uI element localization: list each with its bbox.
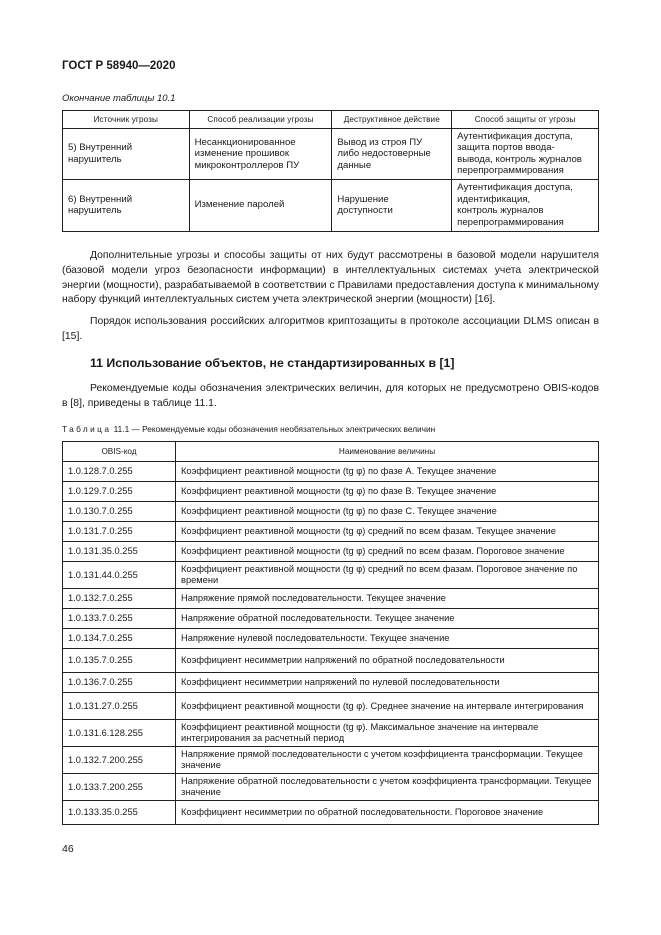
obis-code-cell: 1.0.131.27.0.255 bbox=[63, 693, 176, 720]
quantity-name-cell: Коэффициент реактивной мощности (tg φ) по фазе С. Текущее значение bbox=[176, 502, 599, 522]
obis-code-cell: 1.0.134.7.0.255 bbox=[63, 629, 176, 649]
cell-line: либо недостоверные bbox=[337, 148, 431, 160]
threat-source-cell bbox=[63, 129, 190, 180]
column-header: Деструктивное действие bbox=[332, 111, 452, 129]
cell-line: изменение прошивок bbox=[194, 148, 290, 160]
obis-code-cell: 1.0.132.7.200.255 bbox=[63, 747, 176, 774]
quantity-name-cell: Напряжение прямой последовательности. Текущее значение bbox=[176, 589, 599, 609]
cell-line: защита портов ввода- bbox=[457, 142, 555, 154]
cell-line: перепрограммирования bbox=[457, 216, 564, 228]
obis-code-cell: 1.0.131.44.0.255 bbox=[63, 562, 176, 589]
quantity-name-cell: Коэффициент несимметрии напряжений по нулевой последовательности bbox=[176, 673, 599, 693]
table-row bbox=[63, 801, 599, 825]
quantity-name-cell: Коэффициент реактивной мощности (tg φ) средний по всем фазам. Пороговое значение по времени bbox=[176, 562, 599, 589]
cell-line: микроконтроллеров ПУ bbox=[194, 159, 300, 171]
quantity-name-cell: Напряжение обратной последовательности. Текущее значение bbox=[176, 609, 599, 629]
threat-source-cell bbox=[63, 179, 190, 231]
table-caption-text: 11.1 — Рекомендуемые коды обозначения необязательных электрических величин bbox=[113, 424, 436, 434]
quantity-name-cell: Напряжение нулевой последовательности. Текущее значение bbox=[176, 629, 599, 649]
table-row bbox=[63, 720, 599, 747]
table-row bbox=[63, 542, 599, 562]
paragraph bbox=[62, 315, 599, 345]
table-row bbox=[63, 562, 599, 589]
cell-line: Нарушение bbox=[337, 193, 389, 205]
table-row bbox=[63, 649, 599, 673]
quantity-name-cell: Коэффициент реактивной мощности (tg φ). Среднее значение на интервале интегрирования bbox=[176, 693, 599, 720]
column-header: Способ реализации угрозы bbox=[189, 111, 332, 129]
protection-method-cell bbox=[452, 129, 599, 180]
cell-line: 5) Внутренний bbox=[68, 142, 133, 154]
table-row bbox=[63, 774, 599, 801]
cell-line: нарушитель bbox=[68, 153, 122, 165]
quantity-name-cell: Напряжение обратной последовательности с учетом коэффициента трансформации. Текущее значение bbox=[176, 774, 599, 801]
table-caption bbox=[62, 424, 435, 434]
table-row bbox=[63, 747, 599, 774]
table-row bbox=[63, 693, 599, 720]
quantity-name-cell: Коэффициент реактивной мощности (tg φ) средний по всем фазам. Пороговое значение bbox=[176, 542, 599, 562]
quantity-name-cell: Коэффициент реактивной мощности (tg φ) по фазе А. Текущее значение bbox=[176, 462, 599, 482]
obis-code-cell: 1.0.131.35.0.255 bbox=[63, 542, 176, 562]
table-caption-label: Таблица bbox=[62, 424, 112, 434]
obis-code-cell: 1.0.131.6.128.255 bbox=[63, 720, 176, 747]
quantity-name-cell: Коэффициент реактивной мощности (tg φ) средний по всем фазам. Текущее значение bbox=[176, 522, 599, 542]
obis-code-cell: 1.0.129.7.0.255 bbox=[63, 482, 176, 502]
cell-line: доступности bbox=[337, 205, 393, 217]
paragraph-text: Рекомендуемые коды обозначения электрических величин, для которых не предусмотрено OBIS-кодов в [8], приведены в таблице 11.1. bbox=[62, 383, 599, 409]
column-header: Источник угрозы bbox=[63, 111, 190, 129]
obis-code-cell: 1.0.133.7.200.255 bbox=[63, 774, 176, 801]
cell-line: вывода, контроль журналов bbox=[457, 153, 582, 165]
threat-method-cell bbox=[189, 179, 332, 231]
cell-line: перепрограммирования bbox=[457, 165, 564, 177]
cell-line: Изменение паролей bbox=[194, 199, 285, 211]
section-heading: 11 Использование объектов, не стандартизированных в [1] bbox=[90, 356, 455, 370]
obis-codes-table bbox=[62, 441, 599, 825]
threats-table bbox=[62, 110, 599, 232]
table-row bbox=[63, 629, 599, 649]
destructive-action-cell bbox=[332, 179, 452, 231]
paragraph bbox=[62, 382, 599, 412]
obis-code-cell: 1.0.133.35.0.255 bbox=[63, 801, 176, 825]
cell-line: контроль журналов bbox=[457, 205, 544, 217]
protection-method-cell bbox=[452, 179, 599, 231]
table-row bbox=[63, 609, 599, 629]
obis-code-cell: 1.0.128.7.0.255 bbox=[63, 462, 176, 482]
cell-line: Вывод из строя ПУ bbox=[337, 136, 423, 148]
cell-line: идентификация, bbox=[457, 193, 531, 205]
column-header: Способ защиты от угрозы bbox=[452, 111, 599, 129]
obis-code-cell: 1.0.135.7.0.255 bbox=[63, 649, 176, 673]
obis-code-cell: 1.0.136.7.0.255 bbox=[63, 673, 176, 693]
table-row bbox=[63, 522, 599, 542]
threat-method-cell bbox=[189, 129, 332, 180]
quantity-name-cell: Коэффициент реактивной мощности (tg φ). Максимальное значение на интервале интегрирования за расчетный период bbox=[176, 720, 599, 747]
page-number: 46 bbox=[62, 843, 74, 855]
table-row bbox=[63, 482, 599, 502]
column-header: OBIS-код bbox=[63, 442, 176, 462]
table-row bbox=[63, 673, 599, 693]
obis-code-cell: 1.0.130.7.0.255 bbox=[63, 502, 176, 522]
obis-code-cell: 1.0.131.7.0.255 bbox=[63, 522, 176, 542]
paragraph bbox=[62, 249, 599, 308]
quantity-name-cell: Коэффициент реактивной мощности (tg φ) по фазе В. Текущее значение bbox=[176, 482, 599, 502]
cell-line: данные bbox=[337, 159, 372, 171]
paragraph-text: Дополнительные угрозы и способы защиты от них будут рассмотрены в базовой модели нарушителя (базовой модели угроз безопасности информации) в интеллектуальных системах учета электрической энергии (мощности), разрабатываемой в соответствии с Правилами предоставления доступа к минимальному набору функций интеллектуальных систем учета электрической энергии (мощности) [16]. bbox=[62, 250, 599, 306]
cell-line: Аутентификация доступа, bbox=[457, 182, 573, 194]
table-continuation-caption: Окончание таблицы 10.1 bbox=[62, 93, 176, 104]
obis-code-cell: 1.0.133.7.0.255 bbox=[63, 609, 176, 629]
table-row bbox=[63, 129, 599, 180]
table-row bbox=[63, 589, 599, 609]
column-header: Наименование величины bbox=[176, 442, 599, 462]
cell-line: нарушитель bbox=[68, 205, 122, 217]
document-header: ГОСТ Р 58940—2020 bbox=[62, 60, 176, 72]
quantity-name-cell: Коэффициент несимметрии напряжений по обратной последовательности bbox=[176, 649, 599, 673]
paragraph-text: Порядок использования российских алгоритмов криптозащиты в протоколе ассоциации DLMS описан в [15]. bbox=[62, 316, 599, 342]
quantity-name-cell: Коэффициент несимметрии по обратной последовательности. Пороговое значение bbox=[176, 801, 599, 825]
threats-table-header-row bbox=[63, 111, 599, 129]
cell-line: Несанкционированное bbox=[194, 136, 296, 148]
obis-table-header-row bbox=[63, 442, 599, 462]
quantity-name-cell: Напряжение прямой последовательности с учетом коэффициента трансформации. Текущее значение bbox=[176, 747, 599, 774]
cell-line: Аутентификация доступа, bbox=[457, 131, 573, 142]
obis-code-cell: 1.0.132.7.0.255 bbox=[63, 589, 176, 609]
destructive-action-cell bbox=[332, 129, 452, 180]
table-row bbox=[63, 462, 599, 482]
table-row bbox=[63, 179, 599, 231]
table-row bbox=[63, 502, 599, 522]
cell-line: 6) Внутренний bbox=[68, 193, 133, 205]
